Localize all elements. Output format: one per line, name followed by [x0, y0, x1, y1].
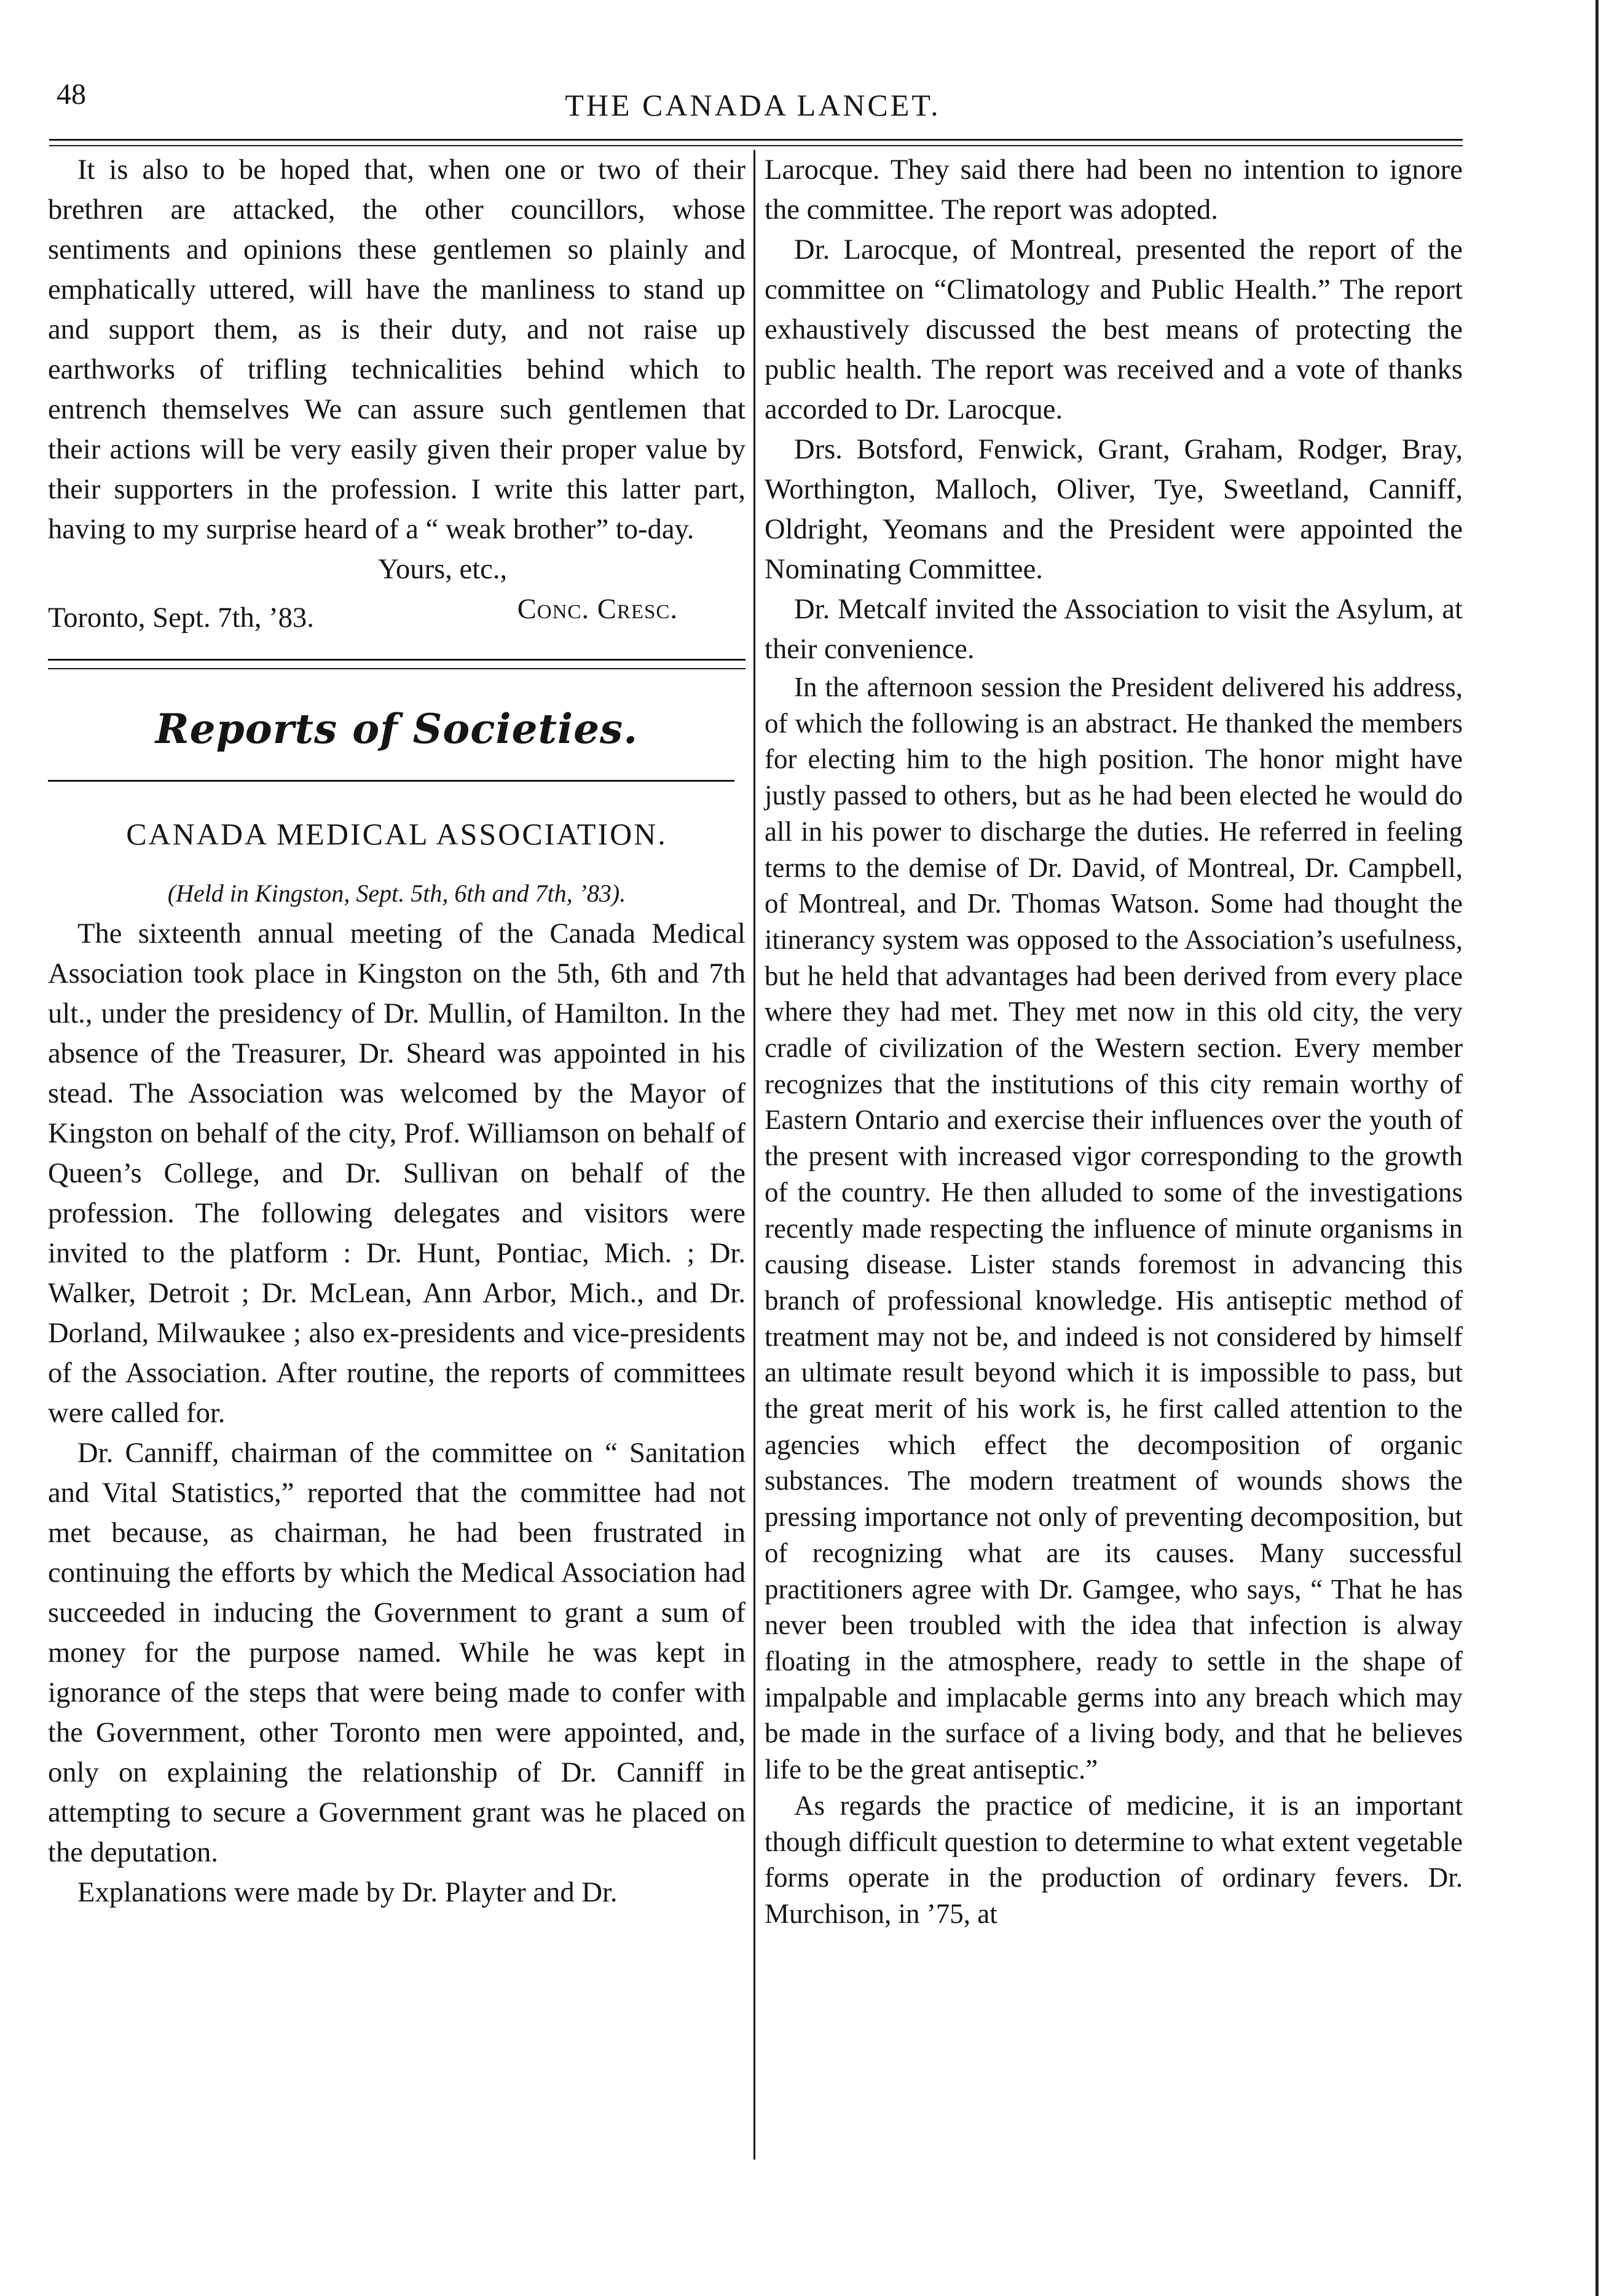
article-paragraph: Dr. Canniff, chairman of the committee on “ Sanitation and Vital Statistics,” reported that the committee had not met because, as chairman, he had been frustrated in continuing the efforts by which the Medical Association had succeeded in inducing the Government to grant a sum of money for the purpose named. While he was kept in ignorance of the steps that were being made to confer with the Government, other Toronto men were appointed, and, only on explaining the relationship of Dr. Canniff in attempting to secure a Government grant was he placed on the deputation.	[48, 1437, 745, 1868]
article-paragraph: Dr. Metcalf invited the Association to visit the Asylum, at their convenience.	[765, 593, 1463, 665]
letter-signature-row	[48, 589, 745, 638]
header-rule-thin	[49, 145, 1463, 146]
article-subtitle: (Held in Kingston, Sept. 5th, 6th and 7th, ’83).	[167, 879, 626, 907]
running-head: THE CANADA LANCET.	[565, 88, 941, 122]
article-paragraph: Explanations were made by Dr. Playter and Dr.	[77, 1876, 618, 1908]
section-title: Reports of Societies.	[155, 705, 639, 753]
section-divider	[48, 659, 745, 669]
letter-place-date: Toronto, Sept. 7th, ’83.	[48, 602, 314, 634]
article-paragraph: Larocque. They said there had been no intention to ignore the committee. The report was adopted.	[765, 154, 1463, 226]
article-paragraph: Dr. Larocque, of Montreal, presented the report of the committee on “Climatology and Public Health.” The report exhaustively discussed the best means of protecting the public health. The report was received and a vote of thanks accorded to Dr. Larocque.	[765, 234, 1463, 425]
presidential-address	[765, 669, 1463, 1932]
letter-paragraph: It is also to be hoped that, when one or two of their brethren are attacked, the other councillors, whose sentiments and opinions these gentlemen so plainly and emphatically uttered, will have the manliness to stand up and support them, as is their duty, and not raise up earthworks of trifling technicalities behind which to entrench themselves We can assure such gentlemen that their actions will be very easily given their proper value by their supporters in the profession. I write this latter part, having to my surprise heard of a “ weak brother” to‑day.	[48, 154, 745, 545]
section-title-rule	[48, 780, 734, 782]
column-divider	[753, 150, 755, 2160]
page-number: 48	[57, 78, 86, 111]
right-column	[765, 150, 1463, 1932]
article-paragraph: In the afternoon session the President delivered his address, of which the following is an abstract. He thanked the members for electing him to the high position. The honor might have justly passed to others, but as he had been elected he would do all in his power to discharge the duties. He referred in feeling terms to the demise of Dr. David, of Montreal, Dr. Campbell, of Montreal, and Dr. Thomas Watson. Some had thought the itinerancy system was opposed to the Association’s usefulness, but he held that advantages had been derived from every place where they had met. They met now in this old city, the very cradle of civilization of the Western section. Every member recognizes that the institutions of this city remain worthy of Eastern Ontario and exercise their influences over the youth of the present with increased vigor corresponding to the growth of the country. He then alluded to some of the investigations recently made respecting the influence of minute organisms in causing disease. Lister stands foremost in advancing this branch of professional knowledge. His antiseptic method of treatment may not be, and indeed is not considered by himself an ultimate result beyond which it is impossible to pass, but the great merit of his work is, he first called attention to the agencies which effect the decomposition of organic substances. The modern treatment of wounds shows the pressing importance not only of preventing decomposition, but of recognizing what are its causes. Many successful practitioners agree with Dr. Gamgee, who says, “ That he has never been troubled with the idea that infection is alway floating in the atmosphere, ready to settle in the shape of impalpable and implacable germs into any breach which may be made in the surface of a living body, and that he believes life to be the great antiseptic.”	[765, 672, 1463, 1785]
article-title: CANADA MEDICAL ASSOCIATION.	[126, 817, 667, 851]
article-paragraph: The sixteenth annual meeting of the Canada Medical Association took place in Kingston on the 5th, 6th and 7th ult., under the presidency of Dr. Mullin, of Hamilton. In the absence of the Treasurer, Dr. Sheard was appointed in his stead. The Association was welcomed by the Mayor of Kingston on behalf of the city, Prof. Williamson on behalf of Queen’s College, and Dr. Sullivan on behalf of the profession. The following delegates and visitors were invited to the platform : Dr. Hunt, Pontiac, Mich. ; Dr. Walker, Detroit ; Dr. McLean, Ann Arbor, Mich., and Dr. Dorland, Milwaukee ; also ex‑presidents and vice‑presidents of the Association. After routine, the reports of committees were called for.	[48, 918, 745, 1429]
letter-signature: Conc. Cresc.	[517, 593, 678, 625]
page-header	[43, 77, 1463, 127]
article-paragraph: Drs. Botsford, Fenwick, Grant, Graham, Rodger, Bray, Worthington, Malloch, Oliver, Tye, Sweetland, Canniff, Oldright, Yeomans and the President were appointed the Nominating Committee.	[765, 433, 1463, 585]
page-edge	[1595, 0, 1599, 2296]
letter-closing: Yours, etc.,	[378, 553, 508, 585]
header-rule	[49, 139, 1463, 141]
left-column	[48, 150, 745, 1913]
article-paragraph: As regards the practice of medicine, it is an important though difficult question to determine to what extent vegetable forms operate in the production of ordinary fevers. Dr. Murchison, in ’75, at	[765, 1790, 1463, 1929]
